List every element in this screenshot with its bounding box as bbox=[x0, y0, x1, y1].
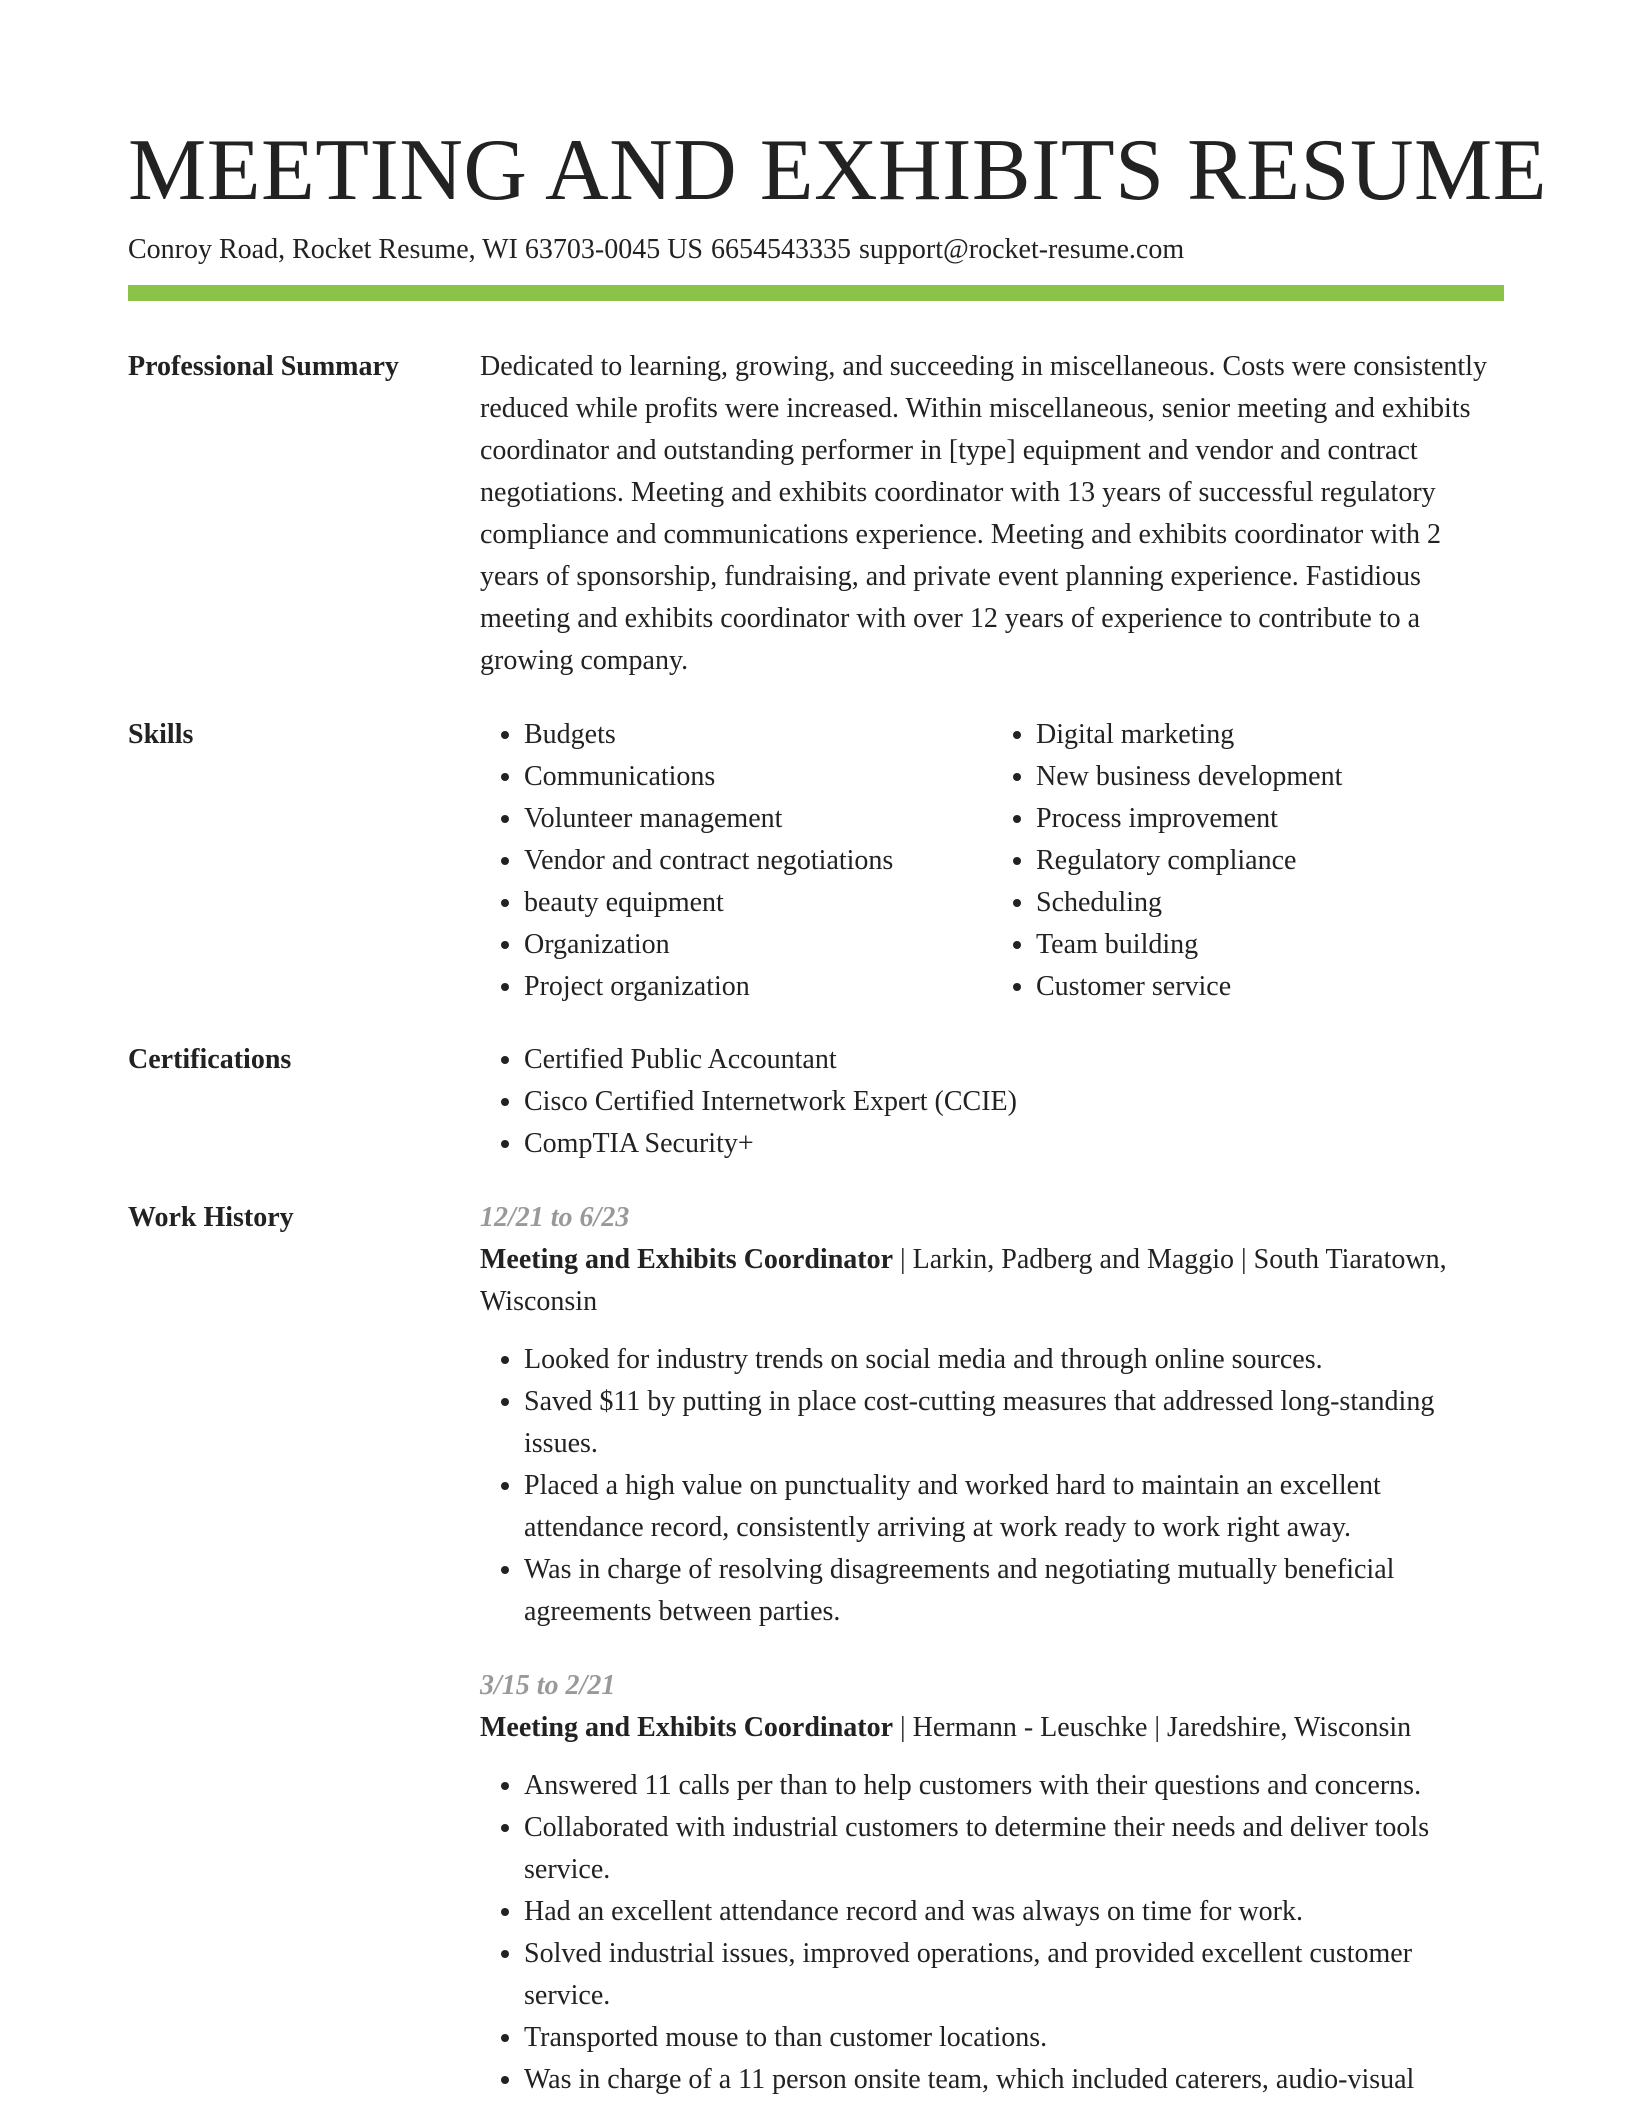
resume-header bbox=[128, 118, 1548, 270]
certifications-heading: Certifications bbox=[128, 1044, 292, 1075]
certification-item: • Certified Public Accountant bbox=[524, 1039, 1504, 1081]
skill-item: • Process improvement bbox=[1036, 798, 1504, 840]
job-heading bbox=[480, 1707, 1504, 1749]
contact-phone: 6654543335 bbox=[710, 234, 851, 265]
job-dates: 12/21 to 6/23 bbox=[480, 1202, 630, 1233]
job-dates: 3/15 to 2/21 bbox=[480, 1670, 616, 1701]
skill-item: • Scheduling bbox=[1036, 882, 1504, 924]
job-bullet: • Saved $11 by putting in place cost-cutting measures that addressed long-standing issues. bbox=[524, 1381, 1504, 1465]
job-bullet: • Answered 11 calls per than to help customers with their questions and concerns. bbox=[524, 1765, 1504, 1807]
job-bullet: • Was in charge of a 11 person onsite team, which included caterers, audio-visual bbox=[524, 2059, 1504, 2101]
skill-item: • New business development bbox=[1036, 756, 1504, 798]
job-entry bbox=[480, 1197, 1504, 1633]
certification-item: • CompTIA Security+ bbox=[524, 1123, 1504, 1165]
skills-list-left bbox=[480, 714, 992, 1008]
job-entry bbox=[480, 1665, 1504, 2101]
job-bullets bbox=[480, 1765, 1504, 2101]
resume-title: MEETING AND EXHIBITS RESUME bbox=[128, 122, 1548, 219]
skill-item: • beauty equipment bbox=[524, 882, 992, 924]
summary-heading: Professional Summary bbox=[128, 351, 399, 382]
job-bullet: • Transported mouse to than customer locations. bbox=[524, 2017, 1504, 2059]
work-history-heading: Work History bbox=[128, 1202, 294, 1233]
summary-text: Dedicated to learning, growing, and succeeding in miscellaneous. Costs were consistently reduced while profits were increased. Within miscellaneous, senior meeting and exhibits coordinator and outstanding performer in [type] equipment and vendor and contract negotiations. Meeting and exhibits coordinator with 13 years of successful regulatory compliance and communications experience. Meeting and exhibits coordinator with 2 years of sponsorship, fundraising, and private event planning experience. Fastidious meeting and exhibits coordinator with over 12 years of experience to contribute to a growing company. bbox=[480, 351, 1487, 676]
job-heading bbox=[480, 1239, 1504, 1323]
skill-item: • Team building bbox=[1036, 924, 1504, 966]
contact-email: support@rocket-resume.com bbox=[858, 234, 1185, 265]
skill-item: • Regulatory compliance bbox=[1036, 840, 1504, 882]
job-bullet: • Collaborated with industrial customers to determine their needs and deliver tools service. bbox=[524, 1807, 1504, 1891]
contact-address: Conroy Road, Rocket Resume, WI 63703-0045 US bbox=[128, 234, 703, 265]
job-title: Meeting and Exhibits Coordinator bbox=[480, 1712, 894, 1743]
certifications-section bbox=[128, 1039, 1504, 1165]
accent-divider bbox=[128, 285, 1504, 301]
skill-item: • Budgets bbox=[524, 714, 992, 756]
job-title: Meeting and Exhibits Coordinator bbox=[480, 1244, 894, 1275]
job-bullet: • Was in charge of resolving disagreements and negotiating mutually beneficial agreements between parties. bbox=[524, 1549, 1504, 1633]
contact-line bbox=[128, 230, 1504, 270]
job-bullet: • Had an excellent attendance record and was always on time for work. bbox=[524, 1891, 1504, 1933]
certification-item: • Cisco Certified Internetwork Expert (CCIE) bbox=[524, 1081, 1504, 1123]
job-bullet: • Placed a high value on punctuality and worked hard to maintain an excellent attendance record, consistently arriving at work ready to work right away. bbox=[524, 1465, 1504, 1549]
work-history-section bbox=[128, 1197, 1504, 2101]
skill-item: • Customer service bbox=[1036, 966, 1504, 1008]
job-details: | Hermann - Leuschke | Jaredshire, Wisconsin bbox=[893, 1712, 1412, 1743]
certifications-body bbox=[480, 1039, 1504, 1165]
skill-item: • Communications bbox=[524, 756, 992, 798]
skills-section bbox=[128, 714, 1504, 1008]
skill-item: • Project organization bbox=[524, 966, 992, 1008]
job-bullet: • Solved industrial issues, improved operations, and provided excellent customer service. bbox=[524, 1933, 1504, 2017]
job-bullets bbox=[480, 1339, 1504, 1633]
summary-body bbox=[480, 346, 1504, 682]
job-details: | Larkin, Padberg and Maggio | South Tiaratown, Wisconsin bbox=[480, 1244, 1447, 1317]
skill-item: • Vendor and contract negotiations bbox=[524, 840, 992, 882]
work-history-body bbox=[480, 1197, 1504, 2101]
skills-list-right bbox=[992, 714, 1504, 1008]
skills-heading: Skills bbox=[128, 719, 194, 750]
skill-item: • Volunteer management bbox=[524, 798, 992, 840]
certifications-list bbox=[480, 1039, 1504, 1165]
skills-body bbox=[480, 714, 1504, 1008]
skill-item: • Digital marketing bbox=[1036, 714, 1504, 756]
summary-section bbox=[128, 346, 1504, 682]
job-bullet: • Looked for industry trends on social media and through online sources. bbox=[524, 1339, 1504, 1381]
skill-item: • Organization bbox=[524, 924, 992, 966]
